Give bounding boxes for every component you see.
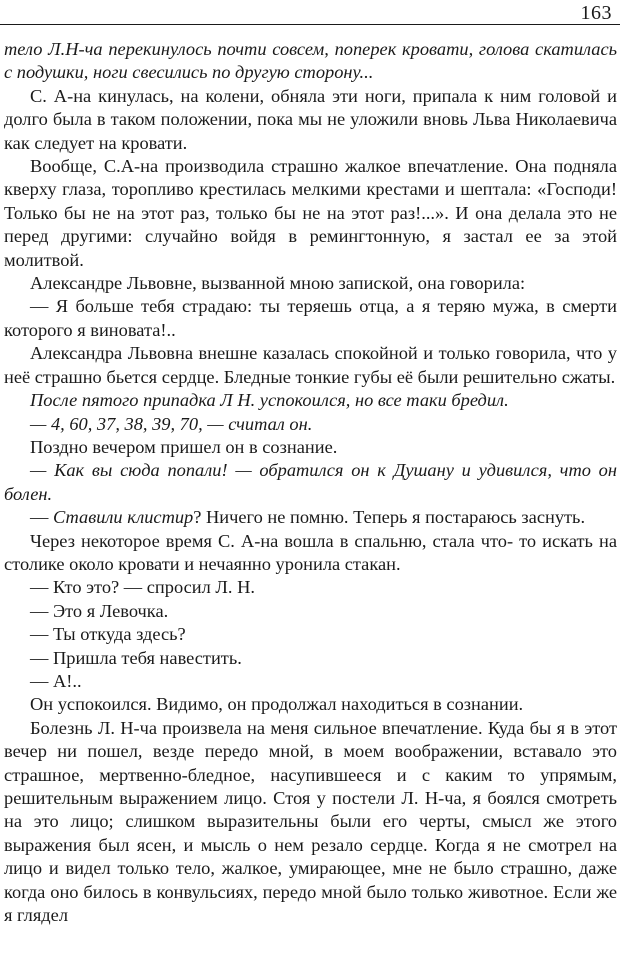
text-run: — Это я Левочка. <box>30 600 169 621</box>
italic-text: Ставили клистир <box>53 507 194 528</box>
italic-text: тело Л.Н-ча перекинулось почти совсем, поперек кровати, голова скатилась с подушки, ноги свесились по другую сторону... <box>4 39 617 83</box>
text-run: — Я больше тебя страдаю: ты теряешь отца, а я теряю мужа, в смерти которого я виновата!.. <box>4 296 617 340</box>
paragraph <box>4 38 617 85</box>
text-run: — Пришла тебя навестить. <box>30 647 242 668</box>
text-run: Александре Львовне, вызванной мною запиской, она говорила: <box>30 273 526 294</box>
header-rule <box>0 24 620 25</box>
paragraph <box>4 413 617 436</box>
italic-text: После пятого припадка Л Н. успокоился, но все таки бредил. <box>30 390 509 411</box>
text-run: ? Ничего не помню. Теперь я постараюсь заснуть. <box>193 507 586 528</box>
text-run: Поздно вечером пришел он в сознание. <box>30 436 338 457</box>
paragraph <box>4 342 617 389</box>
paragraph <box>4 623 617 646</box>
text-run: — А!.. <box>30 670 82 691</box>
text-run: Александра Львовна внешне казалась спокойной и только говорила, что у неё страшно бьется сердце. Бледные тонкие губы её были решительно сжаты. <box>4 343 617 387</box>
paragraph <box>4 506 617 529</box>
paragraph <box>4 272 617 295</box>
paragraph <box>4 670 617 693</box>
paragraph <box>4 295 617 342</box>
paragraph <box>4 389 617 412</box>
text-run: Через некоторое время С. А-на вошла в спальню, стала что- то искать на столике около кровати и нечаянно уронила стакан. <box>4 530 617 574</box>
italic-text: — 4, 60, 37, 38, 39, 70, — считал он. <box>30 413 313 434</box>
text-run: Вообще, С.А-на производила страшно жалкое впечатление. Она подняла кверху глаза, торопливо крестилась мелкими крестами и шептала: «Господи! Только бы не на этот раз, только бы не на этот раз!...». И она делала это не перед другими: случайно войдя в ремингтонную, я застал ее за этой молитвой. <box>4 156 617 270</box>
paragraph <box>4 647 617 670</box>
text-run: Он успокоился. Видимо, он продолжал находиться в сознании. <box>30 694 524 715</box>
paragraph <box>4 576 617 599</box>
text-run: С. А-на кинулась, на колени, обняла эти ноги, припала к ним головой и долго была в таком положении, пока мы не уложили вновь Льва Николаевича как следует на кровати. <box>4 85 617 153</box>
text-run: — <box>30 507 53 528</box>
page-header <box>0 0 620 26</box>
paragraph <box>4 436 617 459</box>
paragraph <box>4 717 617 928</box>
text-run: — Кто это? — спросил Л. Н. <box>30 577 255 598</box>
page-number: 163 <box>580 2 612 24</box>
paragraph <box>4 85 617 155</box>
paragraph <box>4 459 617 506</box>
paragraph <box>4 530 617 577</box>
text-run: — Ты откуда здесь? <box>30 624 186 645</box>
body-text <box>4 38 617 927</box>
italic-text: — Как вы сюда попали! — обратился он к Душану и удивился, что он болен. <box>4 460 617 504</box>
text-run: Болезнь Л. Н-ча произвела на меня сильное впечатление. Куда бы я в этот вечер ни пошел, везде передо мной, в моем воображении, вставало это страшное, мертвенно-бледное, насупившееся и с каким то упрямым, решительным выражением лицо. Стоя у постели Л. Н-ча, я боялся смотреть на это лицо; слишком выразительны были его черты, смысл же этого выражения был ясен, и мысль о нем резало сердце. Когда я не смотрел на лицо и видел только тело, жалкое, умирающее, мне не было страшно, даже когда оно билось в конвульсиях, передо мной было только животное. Если же я глядел <box>4 717 617 926</box>
paragraph <box>4 693 617 716</box>
paragraph <box>4 155 617 272</box>
paragraph <box>4 600 617 623</box>
